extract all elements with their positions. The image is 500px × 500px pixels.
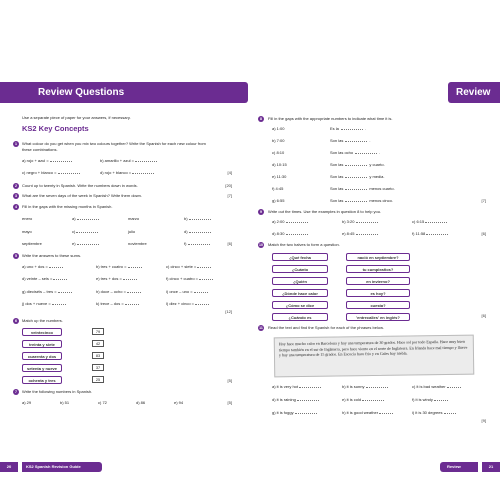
match-word[interactable]: ochenta y tres — [22, 376, 62, 384]
q4-month: septiembre — [22, 241, 42, 246]
q5-sum: i) once – uno = — [166, 289, 208, 294]
q8-time: g) 6:55 — [272, 198, 285, 203]
q1-text-2: these combinations. — [22, 147, 58, 152]
q8-time: f) 4:45 — [272, 186, 284, 191]
q8-suffix: y cuarto. — [369, 162, 385, 167]
q8-number: 8 — [258, 116, 264, 122]
q8-prefix: Son las — [330, 162, 344, 167]
q1-a: a) rojo + azul = — [22, 158, 72, 163]
match-word[interactable]: cuarenta y dos — [22, 352, 62, 360]
q8-suffix: menos cinco. — [369, 198, 393, 203]
q5-sum: g) dieciséis – tres = — [22, 289, 72, 294]
intro-text: Use a separate piece of paper for your answers, if necessary. — [22, 115, 131, 120]
q10-number: 10 — [259, 243, 263, 247]
q4-gap: c) — [72, 229, 98, 234]
q2-mark: [20] — [225, 183, 232, 188]
q5-sum: j) dos + nueve = — [22, 301, 66, 306]
answer-line[interactable] — [345, 187, 367, 190]
q4-gap: f) — [184, 241, 210, 246]
question-end[interactable]: nació en septiembre? — [346, 253, 410, 261]
match-word[interactable]: veintecinco — [22, 328, 62, 336]
q3-text: What are the seven days of the week in Spanish? Write them down. — [22, 193, 142, 198]
q5-sum: d) veinte – seis = — [22, 276, 67, 281]
question-start[interactable]: ¿Cuándo es — [272, 313, 328, 321]
q7-mark: [5] — [227, 400, 232, 405]
q8-mark: [7] — [481, 198, 486, 203]
q9-time: d) 8:30 — [272, 231, 308, 236]
q8-prefix: Son las — [330, 198, 344, 203]
q4-month: marzo — [128, 216, 140, 221]
match-number[interactable]: 25 — [92, 376, 104, 383]
q4-gap: e) — [72, 241, 99, 246]
q8-prefix: Son las — [330, 138, 344, 143]
q1-number: 1 — [13, 141, 19, 147]
q8-sentence — [330, 162, 385, 167]
q8-prefix: Son las — [330, 186, 344, 191]
question-end[interactable]: tu cumpleaños? — [346, 265, 410, 273]
q8-sentence — [330, 186, 395, 191]
q8-prefix: Son las — [330, 174, 344, 179]
right-header: Review — [448, 82, 500, 103]
q10-mark: [6] — [481, 313, 486, 318]
q5-sum: h) doce – ocho = — [96, 289, 141, 294]
answer-line[interactable] — [345, 199, 367, 202]
q11-number: 11 — [259, 326, 263, 330]
answer-line[interactable] — [345, 175, 367, 178]
question-start[interactable]: ¿Cómo se dice — [272, 301, 328, 309]
q4-month: julio — [128, 229, 136, 234]
q7-text: Write the following numbers in Spanish. — [22, 389, 93, 394]
q10-text: Match the two halves to form a question. — [268, 242, 340, 247]
q8-time: d) 10:15 — [272, 162, 287, 167]
q5-sum: e) tres + dos = — [96, 276, 137, 281]
left-header: Review Questions — [0, 82, 248, 103]
q8-sentence — [330, 138, 370, 143]
q5-sum: b) tres + cuatro = — [96, 264, 142, 269]
q1-text: What colour do you get when you mix two colours together? Write the Spanish for each new colour from — [22, 141, 206, 146]
section-title: KS2 Key Concepts — [22, 124, 89, 133]
q8-text: Fill in the gaps with the appropriate numbers to indicate what time it is. — [268, 116, 393, 121]
match-number[interactable]: 37 — [92, 364, 104, 371]
q5-sum: l) diez + cinco = — [166, 301, 209, 306]
q7-item: e) 94 — [174, 400, 184, 405]
q4-mark: [6] — [227, 241, 232, 246]
q8-suffix: y media. — [369, 174, 385, 179]
q11-text: Read the text and find the Spanish for each of the phrases below. — [268, 325, 384, 330]
match-word[interactable]: setenta y nueve — [22, 364, 62, 372]
question-start[interactable]: ¿Dónde hace calor — [272, 289, 328, 297]
q11-phrase: h) it is good weather — [342, 410, 393, 415]
q9-time: b) 3:20 — [342, 219, 378, 224]
right-footer-title: Review — [440, 462, 478, 472]
q4-number: 4 — [13, 204, 19, 210]
answer-line[interactable] — [345, 163, 367, 166]
answer-line[interactable] — [355, 151, 377, 154]
q8-prefix: Es la — [330, 126, 339, 131]
q5-sum: a) uno + dos = — [22, 264, 63, 269]
q8-sentence — [330, 126, 366, 131]
q6-number: 6 — [13, 318, 19, 324]
q8-sentence — [330, 150, 380, 155]
q1-d: d) rojo + blanco = — [100, 170, 154, 175]
q5-text: Write the answers to these sums. — [22, 253, 82, 258]
question-end[interactable]: 'entrecalles' en inglés? — [346, 313, 410, 321]
q8-sentence — [330, 198, 393, 203]
q9-mark: [6] — [481, 231, 486, 236]
q11-phrase: a) it is very hot — [272, 384, 321, 389]
q2-number: 2 — [13, 183, 19, 189]
q1-b: b) amarillo + azul = — [100, 158, 157, 163]
q8-suffix: menos cuarto. — [369, 186, 395, 191]
q8-suffix: . — [364, 126, 367, 131]
q4-month: enero — [22, 216, 33, 221]
q4-text: Fill in the gaps with the missing months in Spanish. — [22, 204, 113, 209]
q5-sum: c) cinco + siete = — [166, 264, 211, 269]
q11-phrase: c) it is bad weather — [412, 384, 461, 389]
weather-passage: Hoy hace mucho calor en Barcelona y hay una temperatura de 30 grados. Hace sol por todo España. Hace muy buen tiempo también en el sur de Inglaterra, pero hace viento en el norte de Inglaterra. En Irlanda hace mal tiempo y llueve y hay una temperatura de 15 grados. En Escocia hace frío y en Gales hay niebla. — [274, 335, 475, 378]
q8-time: b) 7:00 — [272, 138, 285, 143]
right-footer-page: 21 — [482, 462, 500, 472]
q11-phrase: b) it is sunny — [342, 384, 388, 389]
q11-phrase: g) it is foggy — [272, 410, 317, 415]
q9-time: f) 11:58 — [412, 231, 448, 236]
q1-c: c) negro + blanco = — [22, 170, 80, 175]
q8-prefix: Son las ocho — [330, 150, 354, 155]
question-end[interactable]: es hoy? — [346, 289, 410, 297]
q8-suffix: . — [369, 138, 371, 143]
q4-month: mayo — [22, 229, 32, 234]
q5-number: 5 — [13, 253, 19, 259]
q8-sentence — [330, 174, 384, 179]
q7-number: 7 — [13, 389, 19, 395]
q8-time: a) 1:00 — [272, 126, 285, 131]
q6-mark: [5] — [227, 378, 232, 383]
q9-time: a) 2:00 — [272, 219, 308, 224]
q7-item: c) 72 — [98, 400, 107, 405]
q3-number: 3 — [13, 193, 19, 199]
q2-text: Count up to twenty in Spanish. Write the numbers down in words. — [22, 183, 138, 188]
q7-item: d) 86 — [136, 400, 146, 405]
q4-month: noviembre — [128, 241, 147, 246]
question-start[interactable]: ¿Quién — [272, 277, 328, 285]
q3-mark: [7] — [227, 193, 232, 198]
question-end[interactable]: cuesta? — [346, 301, 410, 309]
q8-suffix: . — [379, 150, 381, 155]
q11-phrase: d) it is raining — [272, 397, 319, 402]
q7-item: a) 29 — [22, 400, 32, 405]
q5-sum: f) cinco + cuatro = — [166, 276, 213, 281]
q4-gap: b) — [184, 216, 211, 221]
match-word[interactable]: treinta y siete — [22, 340, 62, 348]
q4-gap: a) — [72, 216, 99, 221]
match-number[interactable]: 42 — [92, 340, 104, 347]
left-footer-title: KS2 Spanish Revision Guide — [22, 462, 102, 472]
q11-phrase: i) it is 30 degrees — [412, 410, 456, 415]
q5-sum: k) trece – dos = — [96, 301, 139, 306]
q11-phrase: f) it is windy — [412, 397, 448, 402]
q9-time: c) 6:15 — [412, 219, 447, 224]
q9-text: Write out the times. Use the examples in question 8 to help you. — [268, 209, 382, 214]
q11-mark: [9] — [481, 418, 486, 423]
q11-phrase: e) it is cold — [342, 397, 384, 402]
q8-time: e) 11:30 — [272, 174, 287, 179]
match-number[interactable]: 79 — [92, 328, 104, 335]
q9-time: e) 8:45 — [342, 231, 378, 236]
question-start[interactable]: ¿Qué fecha — [272, 253, 328, 261]
q9-number: 9 — [258, 209, 264, 215]
q6-text: Match up the numbers. — [22, 318, 63, 323]
left-footer-page: 20 — [0, 462, 18, 472]
q1-mark: [4] — [227, 170, 232, 175]
answer-line[interactable] — [345, 139, 367, 142]
answer-line[interactable] — [341, 127, 363, 130]
q5-mark: [12] — [225, 309, 232, 314]
q7-item: b) 51 — [60, 400, 70, 405]
match-number[interactable]: 83 — [92, 352, 104, 359]
question-end[interactable]: en invierno? — [346, 277, 410, 285]
q8-time: c) 8:10 — [272, 150, 285, 155]
q4-gap: d) — [184, 229, 211, 234]
question-start[interactable]: ¿Cuánto — [272, 265, 328, 273]
